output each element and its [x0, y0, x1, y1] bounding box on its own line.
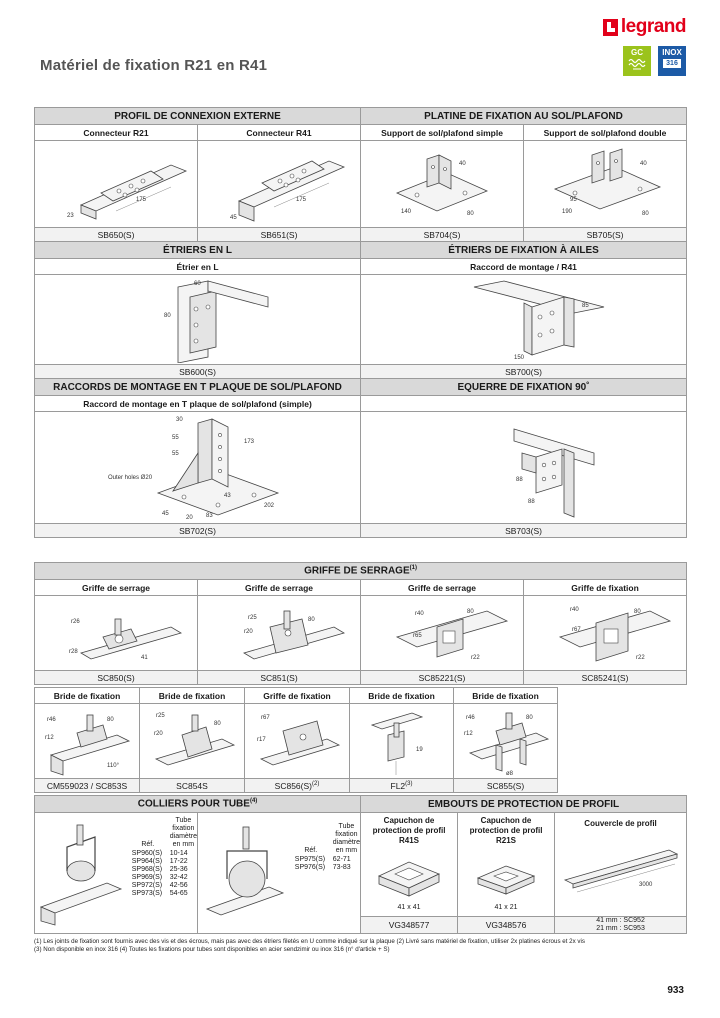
dim-label: ø8	[505, 771, 513, 777]
product-name: Connecteur R41	[198, 125, 361, 141]
t-plate-drawing	[88, 413, 308, 523]
product-ref-text: FL2	[390, 780, 406, 791]
product-ref: SB703(S)	[361, 524, 687, 538]
dim-label: r26	[71, 619, 80, 625]
product-ref: VG348577	[361, 917, 458, 934]
product-drawing-cell	[524, 596, 687, 671]
dim-label: r22	[471, 655, 480, 661]
profile-cover-drawing	[559, 828, 683, 898]
size-cell: 32-42	[169, 874, 188, 881]
clamp-sc850-drawing	[41, 597, 191, 669]
page-title: Matériel de fixation R21 en R41	[40, 57, 268, 74]
section-colliers-embouts	[34, 795, 687, 934]
product-ref: SC85221(S)	[361, 671, 524, 685]
single-floor-support-drawing	[367, 143, 517, 225]
header-line: en mm	[172, 841, 195, 848]
ref-cell: SP976(S)	[294, 864, 326, 871]
inox-badge-sub: 316	[663, 59, 681, 68]
col-ref-header: Réf.	[304, 847, 318, 854]
dim-label: 88	[515, 476, 523, 483]
section-header: PLATINE DE FIXATION AU SOL/PLAFOND	[361, 108, 687, 125]
dim-label: r20	[244, 629, 253, 635]
embout-cell	[555, 813, 687, 917]
dim-label: 80	[163, 312, 171, 319]
product-drawing-cell	[350, 704, 454, 779]
footnote-ref: (2)	[311, 780, 320, 787]
connector-r21-drawing	[41, 143, 191, 225]
product-drawing-cell	[361, 141, 524, 228]
table-row	[295, 856, 360, 864]
product-ref-line: 41 mm : SC952	[596, 917, 645, 924]
product-drawing-cell	[245, 704, 350, 779]
size-cell: 42-56	[169, 882, 188, 889]
dim-label: 41	[141, 655, 148, 661]
product-name: Griffe de serrage	[198, 580, 361, 596]
connector-r41-drawing	[204, 143, 354, 225]
size-cell: 17-22	[169, 858, 188, 865]
embout-name: R21S	[496, 836, 517, 845]
embout-title-line: protection de profil	[469, 826, 543, 835]
dim-label: r67	[261, 715, 270, 721]
section-header: EMBOUTS DE PROTECTION DE PROFIL	[361, 796, 687, 813]
header-line: diamètre	[332, 839, 361, 846]
header-line: fixation	[172, 825, 195, 832]
dim-label: 95	[570, 197, 577, 203]
product-ref: SC850(S)	[35, 671, 198, 685]
bride-sc855-drawing	[456, 705, 556, 777]
embout-size: 41 x 21	[494, 904, 518, 911]
product-ref: VG348576	[458, 917, 555, 934]
table-row	[132, 858, 197, 866]
dim-label: r46	[47, 717, 56, 723]
legrand-logo	[603, 16, 686, 38]
embout-title-line: protection de profil	[372, 826, 446, 835]
dim-label: 23	[67, 213, 74, 219]
tube-collar-small-drawing	[37, 817, 125, 927]
product-drawing-cell	[35, 704, 140, 779]
ref-cell: SP975(S)	[294, 856, 326, 863]
product-ref: SB700(S)	[361, 365, 687, 379]
product-ref: SB704(S)	[361, 228, 524, 242]
product-drawing-cell	[35, 275, 361, 365]
gc-badge-label: GC	[631, 48, 643, 57]
dim-label: 190	[562, 209, 573, 215]
section-header: PROFIL DE CONNEXION EXTERNE	[35, 108, 361, 125]
section-header	[35, 563, 687, 580]
dim-label: r28	[69, 649, 78, 655]
product-name: Support de sol/plafond double	[524, 125, 687, 141]
section-header: EQUERRE DE FIXATION 90˚	[361, 379, 687, 396]
inox-badge-label: INOX	[662, 48, 682, 57]
dim-label: 43	[223, 492, 231, 499]
bride-sc854-drawing	[142, 705, 242, 777]
product-drawing-cell	[198, 596, 361, 671]
embout-title-line: Capuchon de	[383, 816, 435, 825]
clamp-sc851-drawing	[204, 597, 354, 669]
dim-label: 80	[634, 609, 641, 615]
product-name: Bride de fixation	[35, 688, 140, 704]
dim-label: 85	[581, 302, 589, 309]
dim-label: 45	[161, 510, 169, 517]
product-name: Bride de fixation	[454, 688, 558, 704]
dim-label: r12	[463, 731, 473, 737]
dim-label: 20	[185, 514, 193, 521]
bride-cm559023-drawing	[37, 705, 137, 777]
size-cell: 73-83	[332, 864, 351, 871]
header-line: Tube	[338, 823, 355, 830]
product-ref: CM559023 / SC853S	[35, 779, 140, 793]
inox-badge	[658, 46, 686, 76]
table-row	[295, 864, 360, 872]
dim-label: 80	[467, 609, 474, 615]
header-line: fixation	[335, 831, 358, 838]
dim-label: r40	[415, 611, 424, 617]
col-tube-header	[170, 817, 197, 849]
dim-label: r46	[465, 715, 475, 721]
dim-label: Outer holes Ø20	[107, 474, 152, 481]
ref-cell: SP973(S)	[131, 890, 163, 897]
dim-label: 80	[214, 721, 221, 727]
logo-text: legrand	[620, 16, 686, 37]
table-row	[132, 850, 197, 858]
dim-label: 40	[459, 161, 466, 167]
dim-label: 202	[263, 502, 274, 509]
colliers-cell-2	[198, 813, 361, 934]
product-name: Raccord de montage en T plaque de sol/plafond (simple)	[35, 396, 361, 412]
dim-label: 175	[136, 197, 147, 203]
product-ref: SC855(S)	[454, 779, 558, 793]
dim-label: 3000	[638, 882, 652, 888]
footnote-ref: (3)	[405, 780, 413, 787]
product-ref: SC851(S)	[198, 671, 361, 685]
embout-title-line: Capuchon de	[480, 816, 532, 825]
tube-sizes-table-2	[295, 823, 360, 927]
table-row	[132, 890, 197, 898]
dim-label: r20	[154, 731, 163, 737]
header-line: diamètre	[169, 833, 197, 840]
dim-label: 80	[525, 715, 533, 721]
product-name: Bride de fixation	[350, 688, 454, 704]
footnote-ref: (4)	[249, 798, 258, 805]
dim-label: 88	[527, 498, 535, 505]
dim-label: 40	[640, 161, 647, 167]
size-cell: 54-65	[169, 890, 188, 897]
product-drawing-cell	[140, 704, 245, 779]
product-name: Griffe de fixation	[245, 688, 350, 704]
dim-label: 30	[175, 416, 183, 423]
dim-label: 80	[642, 211, 649, 217]
product-ref-line: 21 mm : SC953	[596, 925, 645, 932]
colliers-cell-1	[35, 813, 198, 934]
section-header: ÉTRIERS DE FIXATION À AILES	[361, 242, 687, 259]
dim-label: r67	[572, 627, 581, 633]
dim-label: r25	[248, 615, 257, 621]
product-name: Connecteur R21	[35, 125, 198, 141]
section-header: RACCORDS DE MONTAGE EN T PLAQUE DE SOL/PLAFOND	[35, 379, 361, 396]
header-line: en mm	[335, 847, 358, 854]
embout-cell	[361, 813, 458, 917]
clamp-sc85221-drawing	[367, 597, 517, 669]
product-drawing-cell	[361, 275, 687, 365]
ref-cell: SP960(S)	[131, 850, 163, 857]
product-name: Griffe de fixation	[524, 580, 687, 596]
header-line: Tube	[175, 817, 192, 824]
col-tube-header	[333, 823, 360, 855]
product-ref: SC85241(S)	[524, 671, 687, 685]
dim-label: 173	[243, 438, 254, 445]
ref-cell: SP972(S)	[131, 882, 163, 889]
tube-sizes-table-1	[132, 817, 197, 927]
product-name: Support de sol/plafond simple	[361, 125, 524, 141]
product-name: Griffe de serrage	[35, 580, 198, 596]
product-drawing-cell	[35, 141, 198, 228]
footnotes	[34, 938, 694, 954]
product-drawing-cell	[361, 412, 687, 524]
col-ref-header: Réf.	[141, 841, 155, 848]
table-row	[132, 866, 197, 874]
dim-label: 60	[193, 280, 201, 287]
section-header-text: GRIFFE DE SERRAGE	[304, 565, 410, 577]
section-griffe	[34, 562, 687, 685]
dim-label: r12	[45, 735, 54, 741]
size-cell: 10-14	[169, 850, 188, 857]
ref-cell: SP964(S)	[131, 858, 163, 865]
dim-label: 150	[513, 354, 524, 361]
ref-cell: SP968(S)	[131, 866, 163, 873]
product-drawing-cell	[35, 596, 198, 671]
dim-label: r17	[257, 737, 266, 743]
product-ref: SB600(S)	[35, 365, 361, 379]
griffe-sc856-drawing	[247, 705, 347, 777]
product-ref-text: SC856(S)	[274, 780, 312, 791]
product-ref: SB702(S)	[35, 524, 361, 538]
product-drawing-cell	[454, 704, 558, 779]
product-ref	[555, 917, 687, 934]
size-cell: 62-71	[332, 856, 351, 863]
badges	[623, 46, 686, 76]
dim-label: 55	[171, 434, 179, 441]
product-name: Bride de fixation	[140, 688, 245, 704]
dim-label: 110°	[107, 763, 119, 769]
product-ref	[350, 779, 454, 793]
product-drawing-cell	[198, 141, 361, 228]
clamp-sc85241-drawing	[530, 597, 680, 669]
product-ref: SB651(S)	[198, 228, 361, 242]
gc-badge	[623, 46, 651, 76]
dim-label: 80	[107, 717, 114, 723]
product-ref	[245, 779, 350, 793]
section-header: ÉTRIERS EN L	[35, 242, 361, 259]
section-brides	[34, 687, 558, 793]
product-name: Raccord de montage / R41	[361, 259, 687, 275]
embout-size: 41 x 41	[397, 904, 421, 911]
product-drawing-cell	[524, 141, 687, 228]
dim-label: 175	[296, 197, 307, 203]
dim-label: 55	[171, 450, 179, 457]
dim-label: 80	[467, 211, 474, 217]
dim-label: r40	[570, 607, 579, 613]
page-number: 933	[667, 985, 684, 996]
empty-cell	[361, 396, 687, 412]
embout-title-line: Couvercle de profil	[584, 819, 657, 828]
product-drawing-cell	[35, 412, 361, 524]
bride-fl2-drawing	[352, 705, 452, 777]
embout-cell	[458, 813, 555, 917]
legrand-mark-icon	[603, 19, 618, 36]
dim-label: 140	[401, 209, 412, 215]
embout-name: R41S	[399, 836, 420, 845]
product-name: Étrier en L	[35, 259, 361, 275]
tube-collar-large-drawing	[203, 817, 287, 927]
product-name: Griffe de serrage	[361, 580, 524, 596]
end-cap-r41-drawing	[369, 846, 449, 904]
product-ref: SB650(S)	[35, 228, 198, 242]
winged-bracket-drawing	[424, 277, 624, 363]
l-bracket-drawing	[98, 277, 298, 363]
section-header-text: COLLIERS POUR TUBE	[137, 798, 250, 810]
size-cell: 25-36	[169, 866, 188, 873]
angle-90-drawing	[424, 413, 624, 523]
section-header	[35, 796, 361, 813]
dim-label: 45	[230, 215, 237, 221]
wave-icon	[627, 57, 647, 71]
dim-label: r22	[636, 655, 645, 661]
dim-label: r25	[156, 713, 165, 719]
dim-label: 80	[308, 617, 315, 623]
section-profil-platine	[34, 107, 687, 538]
ref-cell: SP969(S)	[131, 874, 163, 881]
dim-label: r65	[413, 633, 422, 639]
product-ref: SB705(S)	[524, 228, 687, 242]
footnote-line: (3) Non disponible en inox 316 (4) Toutes les fixations pour tubes sont disponibles en acier sendzimir ou inox 316 (n° d'article + S)	[34, 946, 390, 953]
table-row	[132, 882, 197, 890]
product-drawing-cell	[361, 596, 524, 671]
table-row	[132, 874, 197, 882]
footnote-ref: (1)	[409, 565, 417, 572]
end-cap-r21-drawing	[466, 846, 546, 904]
dim-label: 83	[205, 512, 213, 519]
footnote-line: (1) Les joints de fixation sont fournis avec des vis et des écrous, mais pas avec des étriers filetés en U comme indiqué sur la plaque (2) Livré sans matériel de fixation, utiliser 2x platines écrous et 2x vis	[34, 938, 585, 945]
dim-label: 19	[415, 747, 423, 753]
double-floor-support-drawing	[530, 143, 680, 225]
product-ref: SC854S	[140, 779, 245, 793]
